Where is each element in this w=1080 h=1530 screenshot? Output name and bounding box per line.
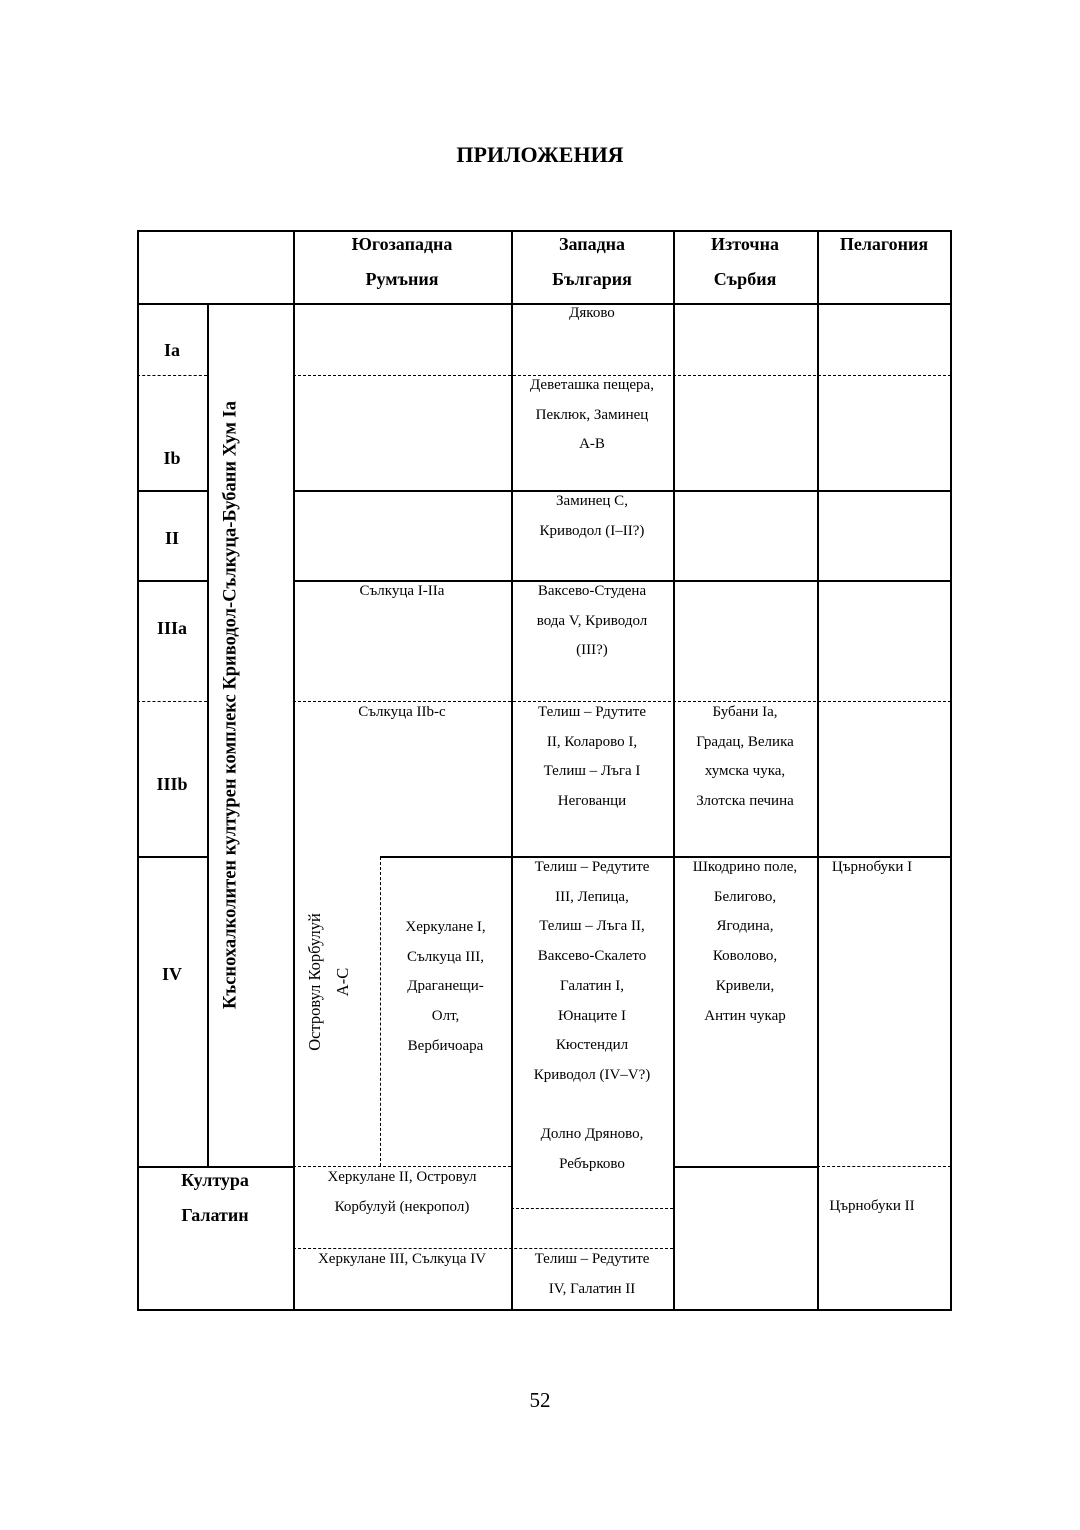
cell-line: Градац, Велика xyxy=(696,733,794,750)
cell-line: Кюстендил xyxy=(555,1037,629,1054)
romania-iiia: Сълкуца I-IIa xyxy=(359,583,445,599)
cell-line: Ребърково xyxy=(559,1155,625,1172)
bulgaria-iv-late xyxy=(511,1120,673,1179)
cell-line: Кривели, xyxy=(715,977,775,994)
cell-line: A-B xyxy=(579,436,605,453)
cell-line: Бубани Ia, xyxy=(712,704,778,720)
ostrovul-line: Островул Корбулуй xyxy=(305,913,324,1051)
ostrovul-line: A-C xyxy=(333,967,352,997)
cell-line: Галатин I, xyxy=(560,977,624,994)
cell-line: Коволово, xyxy=(712,948,778,965)
cell-line: Телиш – Лъга II, xyxy=(539,918,645,935)
romania-galatin-2: Херкулане III, Сълкуца IV xyxy=(317,1251,487,1267)
header-line: Източна xyxy=(711,234,779,254)
cell-line: IV, Галатин II xyxy=(548,1280,636,1297)
cell-line: Заминец C, xyxy=(556,493,628,509)
phase-ii: II xyxy=(164,528,179,548)
row-sep-ia-ib xyxy=(137,375,207,376)
cell-line: Херкулане I, xyxy=(405,919,486,935)
cell-line: (III?) xyxy=(576,642,608,659)
table-border-bottom xyxy=(137,1309,952,1311)
cell-line: III, Лепица, xyxy=(555,888,629,905)
bulgaria-iiia xyxy=(511,577,673,666)
cell-line: Криводол (I–II?) xyxy=(539,522,645,539)
cell-line: Криводол (IV–V?) xyxy=(533,1066,651,1083)
phase-ia: Ia xyxy=(163,340,180,360)
galatin-serbia-line xyxy=(673,1166,817,1168)
cell-line: Деветашка пещера, xyxy=(530,377,654,393)
header-line: Сърбия xyxy=(713,269,777,289)
cell-line: Херкулане II, Островул xyxy=(327,1169,477,1185)
galatin-bulgaria-dashed-h xyxy=(511,1208,673,1209)
col-line-romania xyxy=(293,230,295,1311)
romania-iiib: Сълкуца IIb-c xyxy=(358,704,446,720)
cell-line: Ваксево-Скалето xyxy=(537,948,647,965)
cell-line: Корбулуй (некропол) xyxy=(334,1198,470,1215)
row-sep-iiib-iv xyxy=(137,856,207,858)
pelagonia-iv: Църнобуки I xyxy=(831,859,913,875)
cell-line: Негованци xyxy=(557,793,627,810)
table-border-left xyxy=(137,230,139,1311)
row-sep-iiia-iiib xyxy=(137,701,207,702)
cell-line: Шкодрино поле, xyxy=(692,859,798,875)
cell-line: хумска чука, xyxy=(704,763,786,780)
row-sep-ib-ii xyxy=(137,490,207,492)
table-border-right xyxy=(950,230,952,1311)
cell-line: Телиш – Лъга I xyxy=(543,763,641,780)
cell-line: Юнаците I xyxy=(557,1007,627,1024)
bulgaria-ii xyxy=(511,487,673,546)
row-sep-ii-iiia xyxy=(137,580,207,582)
galatin-pelagonia-dashed xyxy=(817,1166,951,1167)
phase-iiia: IIIa xyxy=(156,618,187,638)
cell-line: Телиш – Редутите xyxy=(534,859,650,875)
col-line-pelagonia xyxy=(817,230,819,1311)
header-line: Западна xyxy=(558,234,626,254)
header-w-bulgaria xyxy=(511,227,673,297)
complex-label: Къснохалколитен културен комплекс Криводол-Сълкуца-Бубани Хум Ia xyxy=(220,401,241,1009)
header-line: Югозападна xyxy=(351,234,453,254)
cell-line: Ваксево-Студена xyxy=(537,583,647,599)
cell-line: Злотска печина xyxy=(696,793,794,810)
bulgaria-ia: Дяково xyxy=(569,305,615,321)
cell-line: Телиш – Рдутите xyxy=(537,704,646,720)
phase-iv: IV xyxy=(161,964,182,984)
page-title: ПРИЛОЖЕНИЯ xyxy=(456,142,624,167)
cell-line: Телиш – Редутите xyxy=(534,1251,650,1267)
cell-line: Ягодина, xyxy=(716,918,774,935)
galatin-line: Култура xyxy=(181,1170,249,1190)
col-line-complex xyxy=(207,303,209,1166)
cell-line: Антин чукар xyxy=(704,1007,786,1024)
cell-line: Драганещи- xyxy=(407,978,484,995)
cell-line: вода V, Криводол xyxy=(536,612,648,629)
galatin-line: Галатин xyxy=(181,1205,249,1225)
cell-line: II, Коларово I, xyxy=(546,733,638,750)
chronology-table xyxy=(137,230,952,1311)
ostrovul-label xyxy=(301,913,357,1051)
cell-line: Пеклюк, Заминец xyxy=(535,406,649,423)
header-line: България xyxy=(552,269,632,289)
header-line: Румъния xyxy=(365,269,439,289)
cell-line: Сълкуца III, xyxy=(407,948,484,965)
galatin-culture-label xyxy=(137,1163,293,1233)
serbia-iiib xyxy=(673,698,817,817)
page-number: 52 xyxy=(529,1388,551,1412)
cell-line: Белигово, xyxy=(713,888,777,905)
header-e-serbia xyxy=(673,227,817,297)
cell-line: Долно Дряново, xyxy=(540,1126,644,1142)
romania-galatin-1 xyxy=(293,1163,511,1222)
cell-line: Вербичоара xyxy=(407,1037,484,1054)
bulgaria-iv xyxy=(511,853,673,1091)
bulgaria-ib xyxy=(511,371,673,460)
header-pelagonia: Пелагония xyxy=(839,234,929,254)
header-sw-romania xyxy=(293,227,511,297)
serbia-iv xyxy=(673,853,817,1031)
bulgaria-iiib xyxy=(511,698,673,817)
bulgaria-galatin-2 xyxy=(511,1245,673,1304)
romania-iv xyxy=(380,913,511,1062)
phase-ib: Ib xyxy=(163,448,181,468)
pelagonia-galatin: Църнобуки II xyxy=(829,1198,915,1214)
phase-iiib: IIIb xyxy=(156,774,188,794)
cell-line: Олт, xyxy=(431,1008,460,1025)
